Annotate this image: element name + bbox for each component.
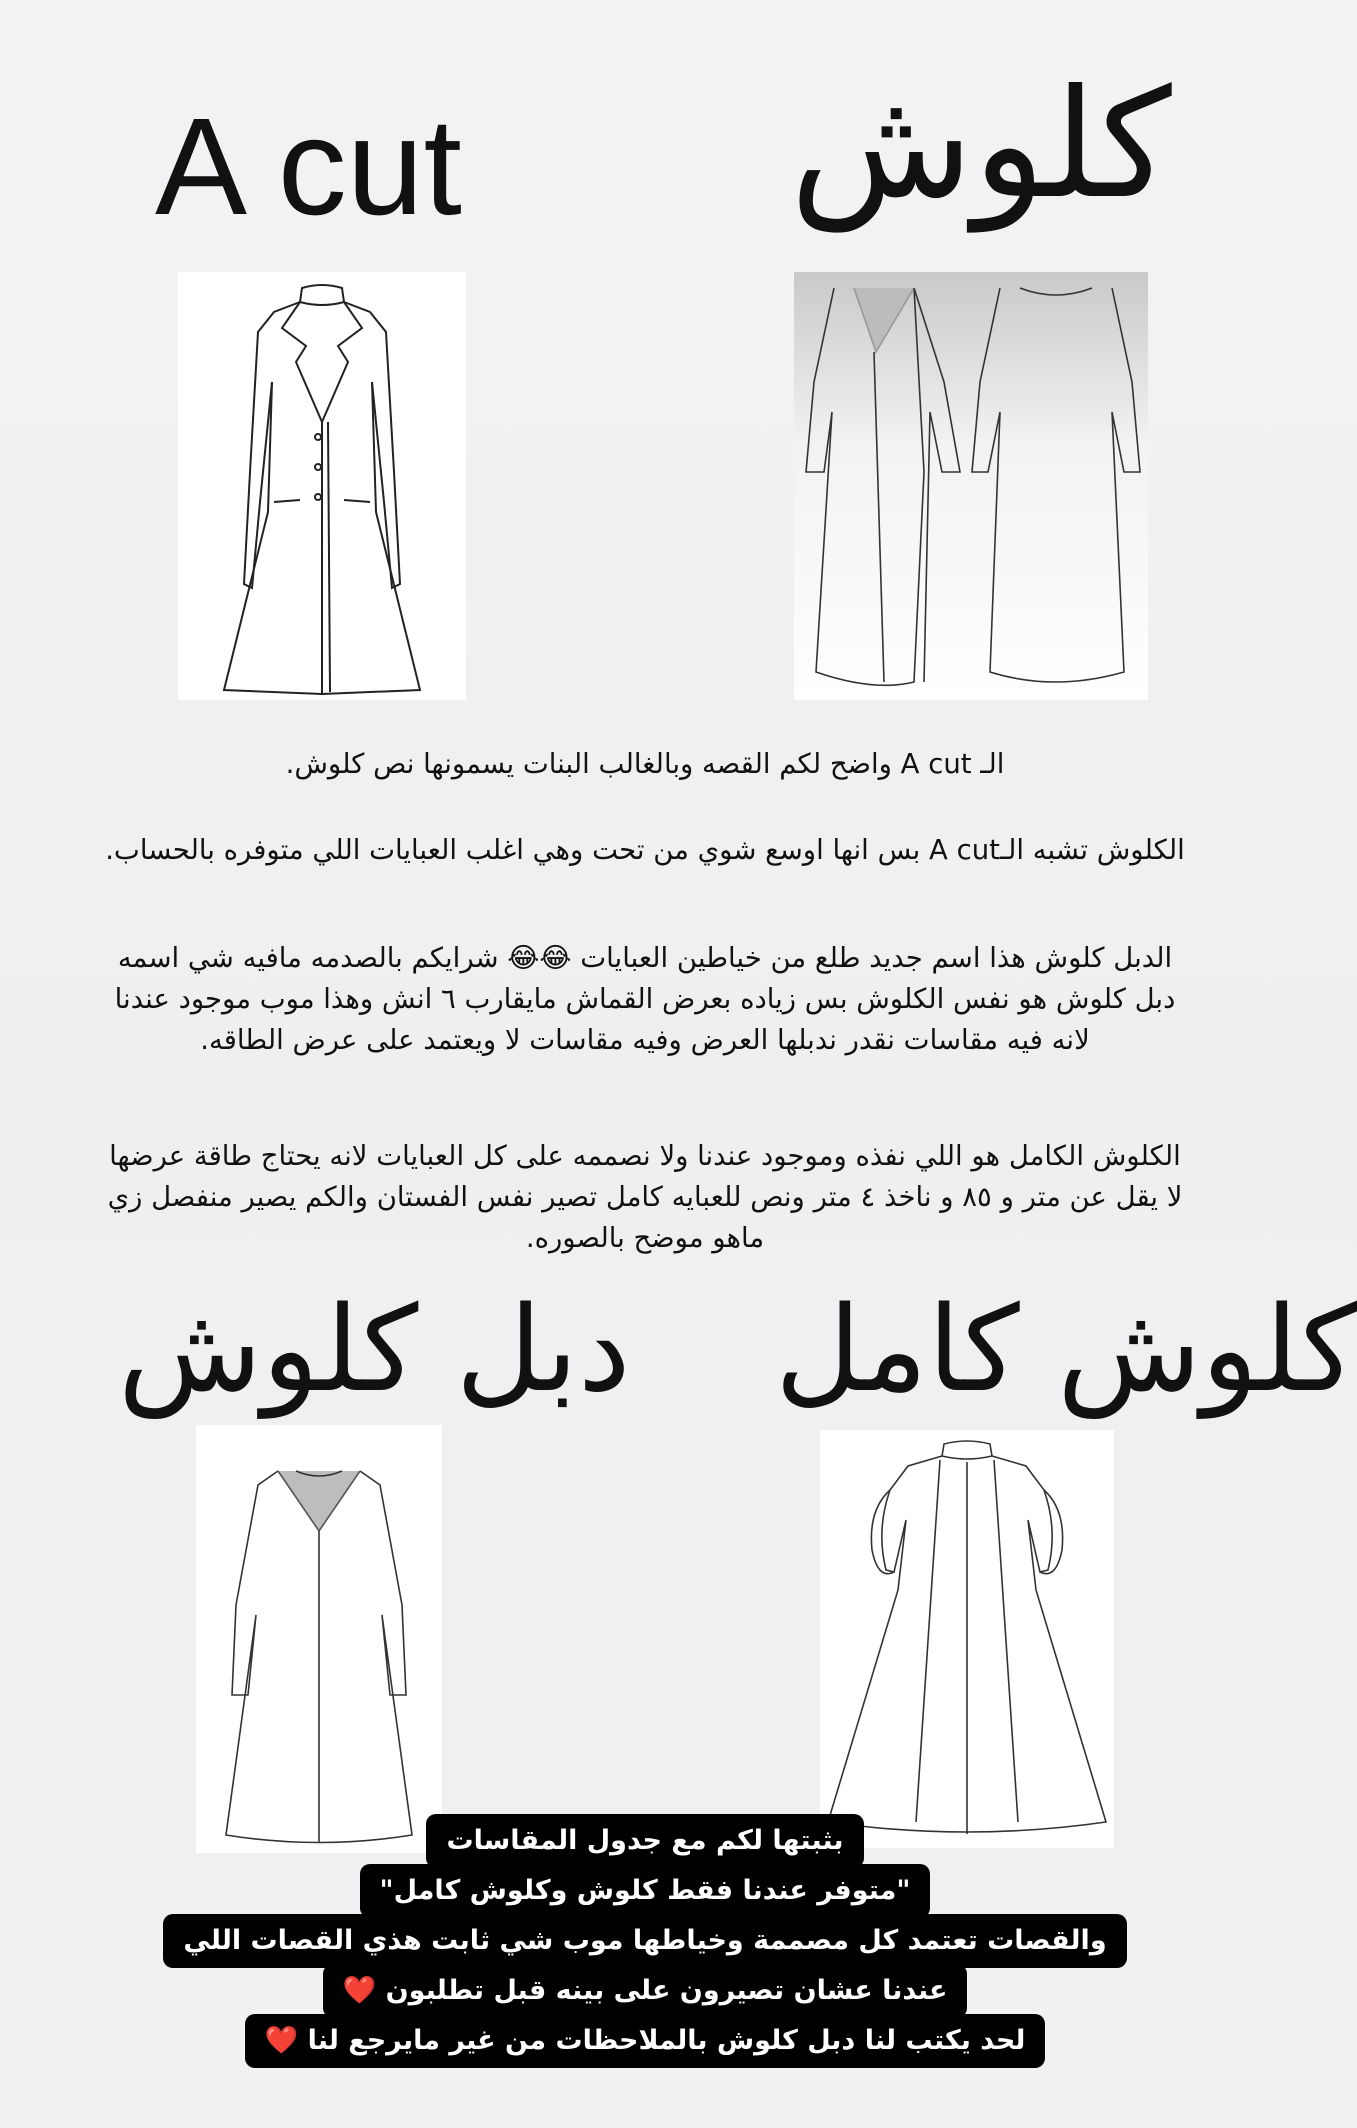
caption-line-1: بثبتها لكم مع جدول المقاسات	[426, 1814, 863, 1868]
caption-line-4	[323, 1964, 968, 2018]
a-cut-coat-image	[178, 272, 466, 700]
caption-line-2: "متوفر عندنا فقط كلوش وكلوش كامل"	[360, 1864, 931, 1918]
heart-icon: ❤️	[264, 2025, 299, 2056]
a-cut-coat-sketch	[178, 272, 466, 700]
a-cut-title: A cut	[155, 90, 462, 244]
paragraph-cloche: الكلوش تشبه الـA cut بس انها اوسع شوي من تحت وهي اغلب العبايات اللي متوفره بالحساب.	[105, 834, 1185, 866]
full-cloche-abaya-sketch	[820, 1430, 1114, 1848]
cloche-abaya-sketch	[794, 272, 1148, 700]
paragraph-double-cloche: الدبل كلوش هذا اسم جديد طلع من خياطين العبايات 😂😂 شرايكم بالصدمه مافيه شي اسمه دبل كلوش هو نفس الكلوش بس زياده بعرض القماش مايقارب ٦ انش وهذا موب موجود عندنا لانه فيه مقاسات نقدر ندبلها العرض وفيه مقاسات لا ويعتمد على عرض الطاقه.	[114, 942, 1176, 1056]
cloche-title: كلوش	[790, 58, 1172, 232]
paragraph-a-cut: الـ A cut واضح لكم القصه وبالغالب البنات يسمونها نص كلوش.	[285, 748, 1005, 780]
story-caption	[0, 1816, 1290, 2066]
double-cloche-title: دبل كلوش	[118, 1280, 631, 1418]
paragraph-full-cloche: الكلوش الكامل هو اللي نفذه وموجود عندنا ولا نصممه على كل العبايات لانه يحتاج طاقة عرضها لا يقل عن متر و ٨٥ و ناخذ ٤ متر ونص للعبايه كامل تصير نفس الفستان والكم يصير منفصل زي ماهو موضح بالصوره.	[107, 1140, 1183, 1254]
full-cloche-title: كلوش كامل	[775, 1280, 1357, 1418]
caption-line-5-text: لحد يكتب لنا دبل كلوش بالملاحظات من غير مايرجع لنا	[307, 2025, 1026, 2056]
caption-line-5	[245, 2014, 1046, 2068]
double-cloche-abaya-sketch	[196, 1425, 442, 1853]
heart-icon: ❤️	[342, 1975, 377, 2006]
double-cloche-abaya-image	[196, 1425, 442, 1853]
caption-line-4-text: عندنا عشان تصيرون على بينه قبل تطلبون	[385, 1975, 948, 2006]
cloche-abaya-image	[794, 272, 1148, 700]
full-cloche-abaya-image	[820, 1430, 1114, 1848]
caption-line-3: والقصات تعتمد كل مصممة وخياطها موب شي ثابت هذي القصات اللي	[163, 1914, 1126, 1968]
